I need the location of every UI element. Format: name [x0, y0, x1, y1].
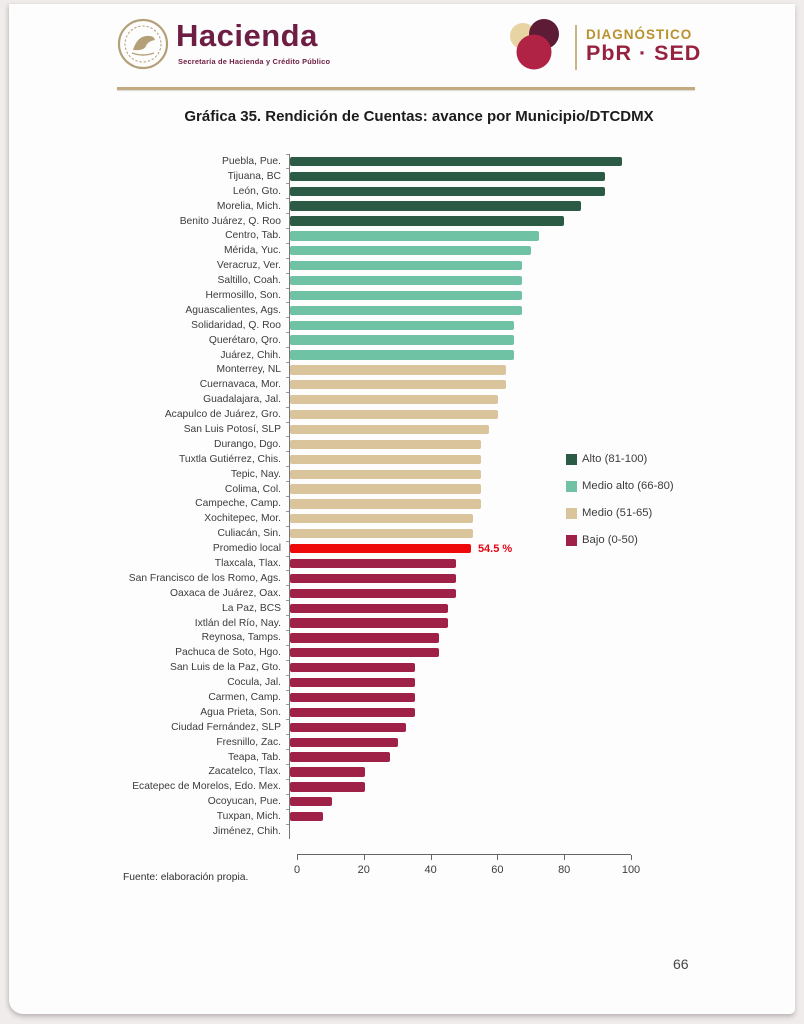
row-label: Reynosa, Tamps. — [201, 632, 281, 644]
row-plot — [289, 199, 622, 214]
bar-bajo — [290, 648, 439, 657]
chart-title: Gráfica 35. Rendición de Cuentas: avance por Municipio/DTCDMX — [184, 108, 654, 125]
chart-row — [117, 824, 717, 839]
row-label: Monterrey, NL — [216, 364, 281, 376]
row-plot — [289, 318, 622, 333]
bar-medio — [290, 529, 473, 538]
row-plot — [289, 616, 622, 631]
chart-row — [117, 571, 717, 586]
chart-row — [117, 422, 717, 437]
row-label: Carmen, Camp. — [208, 692, 281, 703]
x-axis — [293, 854, 641, 884]
row-plot — [289, 705, 622, 720]
x-tick-label: 40 — [424, 864, 437, 877]
x-tick — [431, 855, 432, 860]
row-plot — [289, 377, 622, 392]
x-tick-label: 0 — [293, 864, 301, 877]
chart-row — [117, 437, 717, 452]
row-label: Tijuana, BC — [227, 170, 281, 182]
row-label: Ocoyucan, Pue. — [207, 796, 281, 808]
row-label: Ixtlán del Río, Nay. — [194, 617, 281, 629]
row-label: Hermosillo, Son. — [205, 289, 281, 301]
row-label: Centro, Tab. — [225, 230, 281, 242]
chart-row — [117, 750, 717, 765]
row-label: Oaxaca de Juárez, Oax. — [169, 587, 281, 599]
x-tick-label: 20 — [357, 864, 370, 877]
row-label: Cocula, Jal. — [227, 677, 281, 689]
row-label: La Paz, BCS — [222, 602, 281, 614]
row-plot — [289, 735, 622, 750]
x-tick-label: 80 — [558, 864, 571, 877]
pbr-sed-label: PbR · SED — [586, 41, 702, 65]
chart-row — [117, 184, 717, 199]
row-plot — [289, 720, 622, 735]
row-plot — [289, 660, 622, 675]
document-page — [9, 4, 795, 1014]
row-label: Tlaxcala, Tlax. — [214, 557, 281, 569]
row-label: Juárez, Chih. — [220, 349, 281, 361]
chart-row — [117, 645, 717, 660]
row-label: Agua Prieta, Son. — [200, 706, 281, 718]
row-label: Pachuca de Soto, Hgo. — [175, 647, 281, 659]
row-label: Mérida, Yuc. — [223, 245, 281, 257]
row-label: Saltillo, Coah. — [217, 275, 281, 287]
bar-bajo — [290, 589, 456, 598]
row-label: San Francisco de los Romo, Ags. — [128, 572, 281, 584]
row-label: Culiacán, Sin. — [217, 528, 281, 540]
brand-name: Hacienda — [176, 18, 318, 53]
chart-row — [117, 601, 717, 616]
bar-medio — [290, 455, 481, 464]
bar-bajo — [290, 752, 390, 761]
chart-row — [117, 214, 717, 229]
chart-row — [117, 318, 717, 333]
chart-row — [117, 705, 717, 720]
row-plot — [289, 348, 622, 363]
chart-row — [117, 586, 717, 601]
chart-row — [117, 377, 717, 392]
bar-bajo — [290, 633, 439, 642]
x-tick — [564, 855, 565, 860]
chart-row — [117, 794, 717, 809]
chart-row — [117, 273, 717, 288]
row-plot — [289, 422, 622, 437]
bar-alto — [290, 216, 564, 225]
row-plot — [289, 779, 622, 794]
row-label: Colima, Col. — [224, 483, 281, 495]
row-label: Durango, Dgo. — [214, 438, 281, 450]
bar-medio_alto — [290, 231, 539, 240]
chart-row — [117, 199, 717, 214]
x-tick-label: 60 — [491, 864, 504, 877]
chart-row — [117, 392, 717, 407]
row-label: Cuernavaca, Mor. — [199, 379, 281, 391]
chart-row — [117, 288, 717, 303]
row-label: Ciudad Fernández, SLP — [171, 721, 281, 733]
row-label: San Luis de la Paz, Gto. — [169, 662, 281, 674]
bar-bajo — [290, 797, 332, 806]
bar-bajo — [290, 767, 365, 776]
row-label: Querétaro, Qro. — [208, 334, 281, 346]
row-plot — [289, 794, 622, 809]
row-plot — [289, 407, 622, 422]
chart-row — [117, 690, 717, 705]
bar-bajo — [290, 708, 415, 717]
chart-row — [117, 779, 717, 794]
row-plot — [289, 362, 622, 377]
chart-row — [117, 720, 717, 735]
chart-legend — [566, 453, 674, 561]
bar-medio — [290, 395, 498, 404]
chart-row — [117, 675, 717, 690]
row-plot — [289, 184, 622, 199]
row-plot — [289, 750, 622, 765]
chart-row — [117, 362, 717, 377]
chart-row — [117, 169, 717, 184]
bar-medio — [290, 514, 473, 523]
row-label: Jiménez, Chih. — [212, 826, 281, 838]
legend-swatch-alto — [566, 454, 577, 465]
row-plot — [289, 228, 622, 243]
chart-row — [117, 735, 717, 750]
bar-medio_alto — [290, 291, 522, 300]
bar-alto — [290, 157, 622, 166]
legend-label: Alto (81-100) — [582, 453, 648, 465]
row-plot — [289, 437, 622, 452]
chart-row — [117, 154, 717, 169]
x-tick — [497, 855, 498, 860]
row-plot — [289, 333, 622, 348]
row-label: Guadalajara, Jal. — [203, 394, 281, 406]
bar-medio — [290, 380, 506, 389]
legend-label: Medio (51-65) — [582, 507, 653, 519]
bar-medio_alto — [290, 246, 531, 255]
source-note: Fuente: elaboración propia. — [123, 872, 249, 883]
row-plot — [289, 273, 622, 288]
row-label: Xochitepec, Mor. — [204, 513, 281, 525]
row-label: León, Gto. — [232, 185, 281, 197]
bar-bajo — [290, 723, 406, 732]
bar-medio_alto — [290, 306, 522, 315]
chart-row — [117, 631, 717, 646]
row-plot — [289, 169, 622, 184]
bar-bajo — [290, 663, 415, 672]
chart-row — [117, 765, 717, 780]
row-plot — [289, 571, 622, 586]
row-plot — [289, 303, 622, 318]
row-plot — [289, 392, 622, 407]
row-label: Promedio local — [212, 543, 281, 555]
row-label: Tuxtla Gutiérrez, Chis. — [178, 453, 281, 465]
row-label: Ecatepec de Morelos, Edo. Mex. — [132, 781, 281, 793]
bar-medio_alto — [290, 350, 514, 359]
row-plot — [289, 631, 622, 646]
row-label: Benito Juárez, Q. Roo — [179, 215, 281, 227]
bar-medio_alto — [290, 321, 514, 330]
diagnostico-label: DIAGNÓSTICO — [586, 27, 693, 42]
bar-bajo — [290, 604, 448, 613]
chart-row — [117, 228, 717, 243]
bar-bajo — [290, 738, 398, 747]
row-plot — [289, 765, 622, 780]
row-label: Veracruz, Ver. — [216, 260, 281, 272]
row-label: Tepic, Nay. — [230, 468, 281, 480]
row-plot — [289, 243, 622, 258]
chart-row — [117, 407, 717, 422]
legend-entry-medio — [566, 507, 674, 519]
eagle-seal-icon — [117, 18, 169, 70]
legend-swatch-medio_alto — [566, 481, 577, 492]
bar-bajo — [290, 812, 323, 821]
x-tick — [631, 855, 632, 860]
row-plot — [289, 258, 622, 273]
bar-medio — [290, 470, 481, 479]
bar-bajo — [290, 678, 415, 687]
bar-alto — [290, 187, 605, 196]
legend-label: Bajo (0-50) — [582, 534, 638, 546]
bar-medio — [290, 440, 481, 449]
row-label: Puebla, Pue. — [222, 155, 281, 167]
chart-row — [117, 333, 717, 348]
row-label: Acapulco de Juárez, Gro. — [164, 409, 281, 421]
row-plot — [289, 645, 622, 660]
legend-swatch-medio — [566, 508, 577, 519]
row-label: Zacatelco, Tlax. — [208, 766, 281, 778]
chart-row — [117, 660, 717, 675]
pbr-sed-circles-icon — [506, 16, 568, 74]
bar-medio — [290, 365, 506, 374]
x-tick-label: 100 — [621, 864, 641, 877]
legend-label: Medio alto (66-80) — [582, 480, 674, 492]
row-plot — [289, 601, 622, 616]
row-label: Aguascalientes, Ags. — [185, 304, 281, 316]
row-label: Solidaridad, Q. Roo — [191, 319, 281, 331]
chart-row — [117, 616, 717, 631]
bar-medio — [290, 425, 489, 434]
bar-medio — [290, 499, 481, 508]
x-tick — [297, 855, 298, 860]
row-label: San Luis Potosí, SLP — [183, 423, 281, 435]
row-label: Tuxpan, Mich. — [216, 811, 281, 823]
bar-alto — [290, 201, 581, 210]
bar-bajo — [290, 693, 415, 702]
bar-bajo — [290, 559, 456, 568]
bar-medio_alto — [290, 335, 514, 344]
chart-row — [117, 243, 717, 258]
row-plot — [289, 824, 622, 839]
chart-row — [117, 258, 717, 273]
row-plot — [289, 675, 622, 690]
average-value-label: 54.5 % — [477, 542, 513, 555]
chart-row — [117, 303, 717, 318]
legend-entry-medio_alto — [566, 480, 674, 492]
row-label: Fresnillo, Zac. — [216, 736, 281, 748]
legend-entry-alto — [566, 453, 674, 465]
page-number: 66 — [673, 956, 689, 972]
bar-bajo — [290, 618, 448, 627]
row-label: Morelia, Mich. — [216, 200, 281, 212]
brand-subtitle: Secretaría de Hacienda y Crédito Público — [178, 57, 331, 66]
row-plot — [289, 214, 622, 229]
row-plot — [289, 586, 622, 601]
bar-medio_alto — [290, 261, 522, 270]
bar-medio_alto — [290, 276, 522, 285]
header-divider — [575, 25, 577, 70]
row-label: Teapa, Tab. — [227, 751, 281, 763]
legend-entry-bajo — [566, 534, 674, 546]
header-rule — [117, 87, 695, 90]
row-plot — [289, 288, 622, 303]
legend-swatch-bajo — [566, 535, 577, 546]
row-plot — [289, 690, 622, 705]
bar-alto — [290, 172, 605, 181]
bar-promedio — [290, 544, 471, 553]
chart-row — [117, 809, 717, 824]
bar-bajo — [290, 574, 456, 583]
x-tick — [364, 855, 365, 860]
row-plot — [289, 154, 622, 169]
bar-medio — [290, 410, 498, 419]
chart-row — [117, 348, 717, 363]
row-plot — [289, 809, 622, 824]
bar-chart — [117, 144, 717, 877]
row-label: Campeche, Camp. — [195, 498, 281, 510]
bar-medio — [290, 484, 481, 493]
bar-bajo — [290, 782, 365, 791]
